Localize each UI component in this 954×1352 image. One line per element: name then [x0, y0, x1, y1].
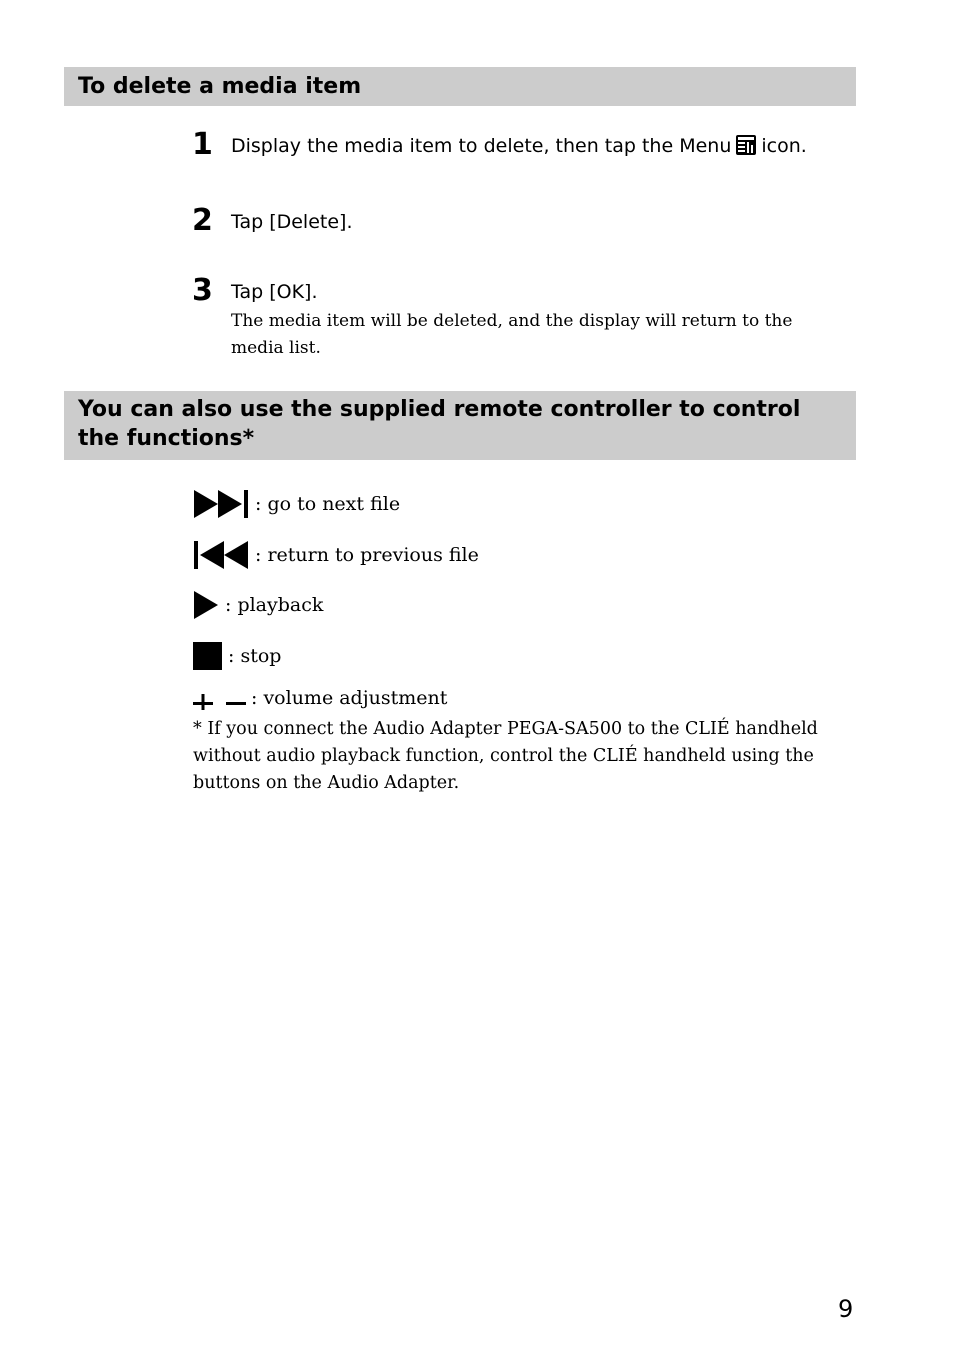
stop-icon: [193, 642, 222, 670]
control-label-stop: : stop: [228, 645, 282, 667]
section-heading-delete-media: To delete a media item: [64, 67, 856, 106]
control-next-file: [193, 487, 400, 521]
section-heading-remote-controller: You can also use the supplied remote controller to control the functions*: [64, 391, 856, 460]
next-track-icon: [193, 488, 249, 520]
control-label-volume: : volume adjustment: [251, 687, 448, 709]
step-text-2: Tap [Delete].: [231, 211, 353, 233]
volume-plus-minus-icon: [193, 686, 247, 710]
control-playback: [193, 588, 323, 622]
page-number: 9: [838, 1295, 854, 1323]
control-label-previous-file: : return to previous file: [255, 544, 479, 566]
previous-track-icon: [193, 539, 249, 571]
step-1-text-before: Display the media item to delete, then tap the Menu: [231, 135, 732, 157]
control-label-next-file: : go to next file: [255, 493, 401, 515]
control-previous-file: [193, 538, 479, 572]
footnote: * If you connect the Audio Adapter PEGA-SA500 to the CLIÉ handheld without audio playback function, control the CLIÉ handheld using the buttons on the Audio Adapter.: [193, 719, 818, 793]
menu-icon: [735, 134, 757, 162]
play-icon: [193, 590, 219, 620]
step-text-3: Tap [OK].: [231, 281, 318, 303]
step-1-text-after: icon.: [761, 135, 807, 157]
control-volume: [193, 681, 447, 715]
step-number-2: 2: [192, 203, 213, 238]
control-stop: [193, 639, 281, 673]
step-number-3: 3: [192, 273, 213, 308]
step-3-note: The media item will be deleted, and the display will return to the media list.: [231, 311, 793, 358]
step-number-1: 1: [192, 127, 213, 162]
control-label-playback: : playback: [225, 594, 324, 616]
step-text-1: [231, 134, 807, 162]
